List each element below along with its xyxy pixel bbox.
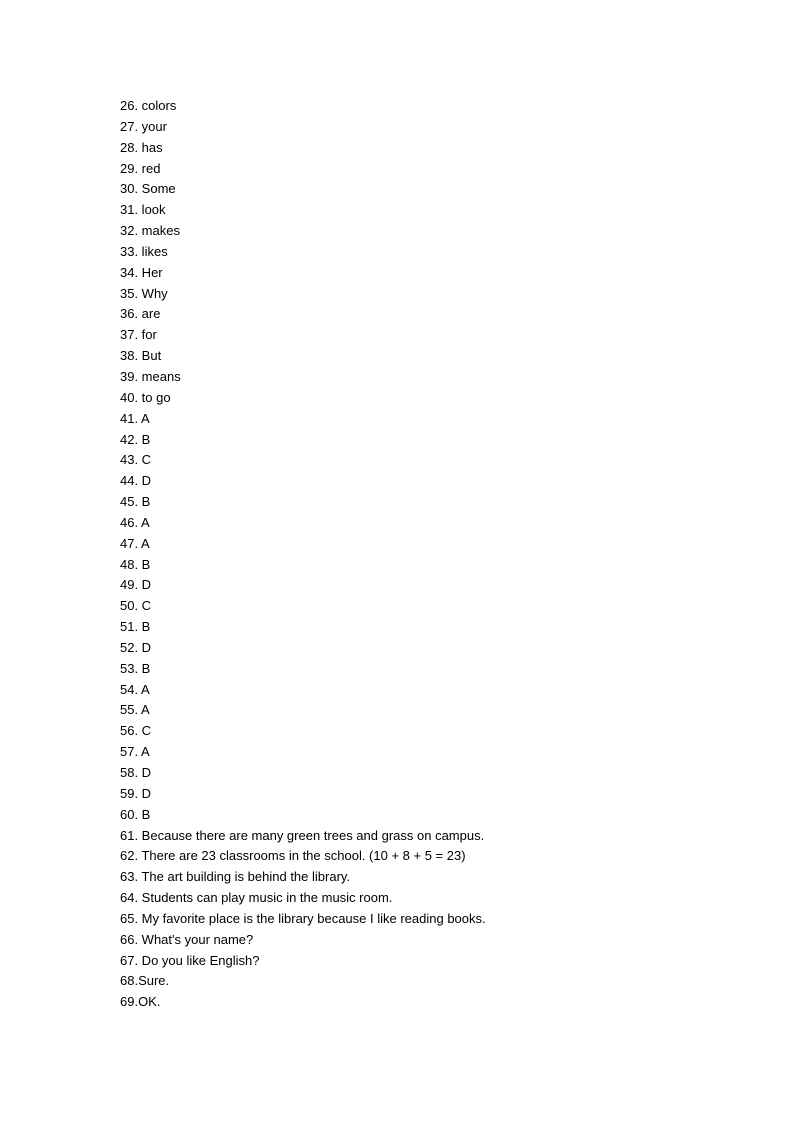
answer-55: 55. A <box>120 702 150 718</box>
answer-54: 54. A <box>120 681 150 697</box>
answer-45: 45. B <box>120 494 151 510</box>
answer-47: 47. A <box>120 535 150 551</box>
answer-63: 63. The art building is behind the library. <box>120 869 351 885</box>
answer-36: 36. are <box>120 306 161 322</box>
answer-key-list <box>120 96 486 1013</box>
answer-35: 35. Why <box>120 285 168 301</box>
answer-37: 37. for <box>120 327 157 343</box>
answer-26: 26. colors <box>120 98 177 113</box>
answer-53: 53. B <box>120 660 151 676</box>
answer-57: 57. A <box>120 744 150 760</box>
answer-44: 44. D <box>120 473 152 489</box>
answer-32: 32. makes <box>120 223 180 239</box>
answer-38: 38. But <box>120 348 162 364</box>
answer-58: 58. D <box>120 765 152 780</box>
answer-65: 65. My favorite place is the library because I like reading books. <box>120 910 486 926</box>
answer-27: 27. your <box>120 118 167 134</box>
answer-66: 66. What's your name? <box>120 931 254 947</box>
answer-34: 34. Her <box>120 264 163 280</box>
answer-31: 31. look <box>120 202 166 218</box>
answer-68: 68.Sure. <box>120 973 170 989</box>
answer-46: 46. A <box>120 514 150 530</box>
answer-50: 50. C <box>120 598 152 614</box>
answer-30: 30. Some <box>120 181 176 197</box>
answer-64: 64. Students can play music in the music room. <box>120 890 393 906</box>
answer-48: 48. B <box>120 556 151 572</box>
answer-49: 49. D <box>120 577 152 593</box>
answer-60: 60. B <box>120 806 151 822</box>
answer-28: 28. has <box>120 139 163 155</box>
answer-39: 39. means <box>120 368 181 384</box>
answer-43: 43. C <box>120 452 152 468</box>
answer-41: 41. A <box>120 410 150 426</box>
answer-67: 67. Do you like English? <box>120 952 260 968</box>
answer-61: 61. Because there are many green trees and grass on campus. <box>120 827 485 843</box>
answer-51: 51. B <box>120 619 151 635</box>
answer-62: 62. There are 23 classrooms in the school. (10 + 8 + 5 = 23) <box>120 848 466 864</box>
answer-56: 56. C <box>120 723 152 739</box>
answer-59: 59. D <box>120 785 152 801</box>
answer-40: 40. to go <box>120 389 171 405</box>
answer-69: 69.OK. <box>120 994 161 1010</box>
answer-29: 29. red <box>120 160 161 176</box>
answer-42: 42. B <box>120 431 151 447</box>
answer-33: 33. likes <box>120 243 168 259</box>
answer-52: 52. D <box>120 639 152 655</box>
